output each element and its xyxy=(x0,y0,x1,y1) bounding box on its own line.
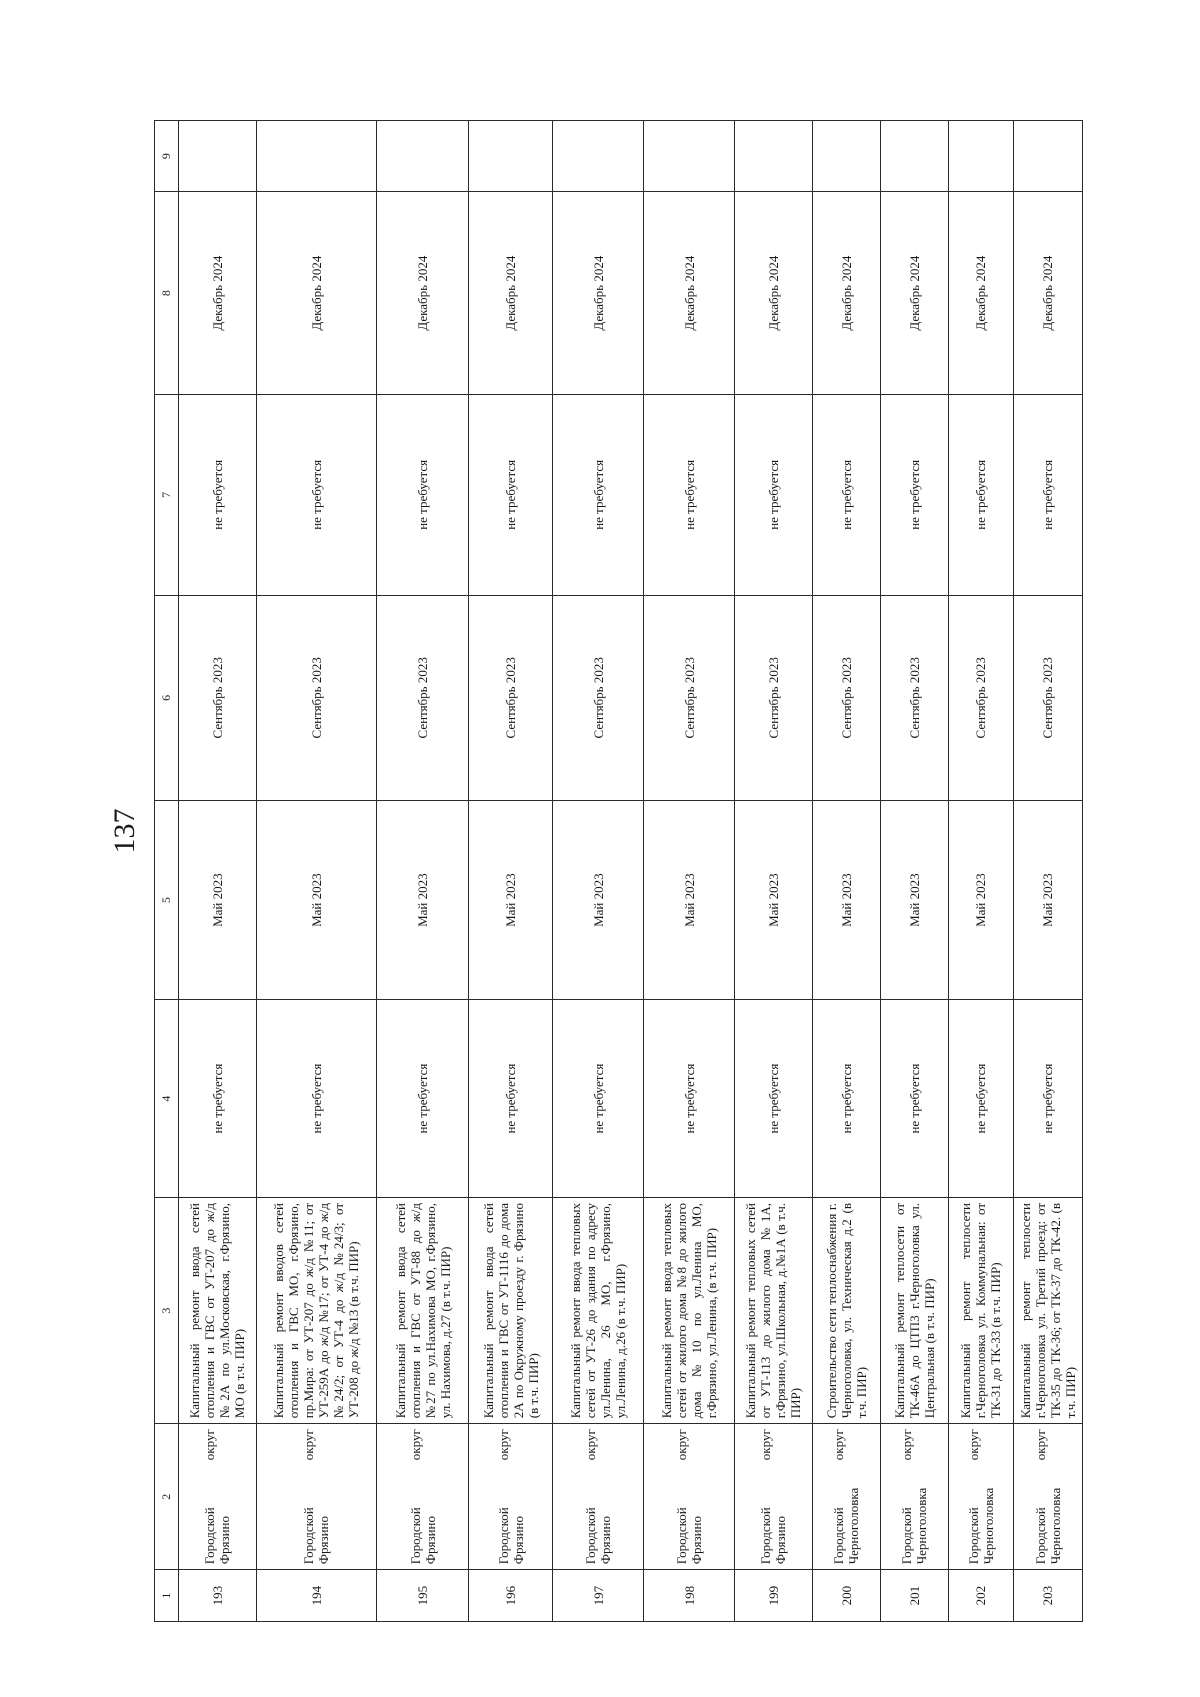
area-type: Городской xyxy=(831,1507,847,1565)
cell-col-9 xyxy=(735,121,813,192)
row-number: 197 xyxy=(552,1570,643,1622)
area-name: Фрязино xyxy=(773,1515,789,1565)
area-cell xyxy=(948,1424,1013,1570)
work-description: Капитальный ремонт теплосети г.Черноголовка ул. Коммунальная: от ТК-31 до ТК-33 (в т.ч. ПИР) xyxy=(948,1197,1013,1423)
column-number: 1 xyxy=(155,1570,179,1622)
cell-col-7: не требуется xyxy=(377,395,469,595)
cell-col-7: не требуется xyxy=(644,395,735,595)
table-row xyxy=(469,121,553,1622)
area-line xyxy=(758,1429,773,1564)
cell-col-9 xyxy=(812,121,880,192)
cell-col-7: не требуется xyxy=(735,395,813,595)
cell-col-9 xyxy=(469,121,553,192)
column-number: 6 xyxy=(155,595,179,801)
area-type-suffix: округ xyxy=(1032,1429,1048,1461)
row-number: 200 xyxy=(812,1570,880,1622)
area-type: Городской xyxy=(583,1507,598,1565)
cell-col-8: Декабрь 2024 xyxy=(948,192,1013,395)
area-type: Городской xyxy=(899,1507,915,1565)
cell-col-4: не требуется xyxy=(1013,1000,1082,1198)
cell-col-5: Май 2023 xyxy=(552,801,643,1000)
area-line xyxy=(674,1429,689,1564)
cell-col-4: не требуется xyxy=(377,1000,469,1198)
area-type-suffix: округ xyxy=(899,1429,915,1461)
table-row xyxy=(735,121,813,1622)
area-cell xyxy=(812,1424,880,1570)
cell-col-4: не требуется xyxy=(179,1000,257,1198)
work-description: Капитальный ремонт тепловых сетей от УТ-113 до жилого дома №1А, г.Фрязино, ул.Школьная, д.№1А (в т.ч. ПИР) xyxy=(735,1197,813,1423)
row-number: 195 xyxy=(377,1570,469,1622)
area-name: Фрязино xyxy=(422,1515,438,1565)
table-row xyxy=(644,121,735,1622)
row-number: 196 xyxy=(469,1570,553,1622)
row-number: 194 xyxy=(256,1570,376,1622)
column-number: 2 xyxy=(155,1424,179,1570)
cell-col-7: не требуется xyxy=(256,395,376,595)
row-number: 193 xyxy=(179,1570,257,1622)
cell-col-5: Май 2023 xyxy=(735,801,813,1000)
cell-col-6: Сентябрь 2023 xyxy=(1013,595,1082,801)
area-type-suffix: округ xyxy=(495,1429,511,1461)
cell-col-6: Сентябрь 2023 xyxy=(735,595,813,801)
cell-col-7: не требуется xyxy=(552,395,643,595)
cell-col-7: не требуется xyxy=(469,395,553,595)
column-number: 8 xyxy=(155,192,179,395)
cell-col-8: Декабрь 2024 xyxy=(880,192,948,395)
cell-col-5: Май 2023 xyxy=(1013,801,1082,1000)
table-row xyxy=(256,121,376,1622)
cell-col-9 xyxy=(644,121,735,192)
cell-col-6: Сентябрь 2023 xyxy=(948,595,1013,801)
area-name: Фрязино xyxy=(217,1515,233,1565)
cell-col-6: Сентябрь 2023 xyxy=(377,595,469,801)
cell-col-6: Сентябрь 2023 xyxy=(552,595,643,801)
cell-col-5: Май 2023 xyxy=(256,801,376,1000)
area-cell xyxy=(552,1424,643,1570)
area-type-suffix: округ xyxy=(301,1429,317,1461)
work-description: Капитальный ремонт ввода сетей отопления и ГВС от УТ-1116 до дома 2А по Окружному проезду г. Фрязино (в т.ч. ПИР) xyxy=(469,1197,553,1423)
area-type: Городской xyxy=(407,1507,423,1565)
work-description: Капитальный ремонт ввода сетей отопления и ГВС от УТ-207 до ж/д №2А по ул.Московская, г.Фрязино, МО (в т.ч. ПИР) xyxy=(179,1197,257,1423)
area-line xyxy=(899,1429,914,1564)
cell-col-5: Май 2023 xyxy=(812,801,880,1000)
row-number: 203 xyxy=(1013,1570,1082,1622)
area-line xyxy=(202,1429,217,1564)
schedule-table xyxy=(154,120,1083,1622)
area-cell xyxy=(469,1424,553,1570)
area-cell xyxy=(377,1424,469,1570)
cell-col-5: Май 2023 xyxy=(644,801,735,1000)
area-type: Городской xyxy=(758,1507,774,1565)
area-line xyxy=(496,1429,511,1564)
work-description: Капитальный ремонт ввода тепловых сетей от жилого дома №8 до жилого дома №10 по ул.Ленина МО, г.Фрязино, ул.Ленина, (в т.ч. ПИР) xyxy=(644,1197,735,1423)
work-description: Капитальный ремонт теплосети от ТК-46А до ЦТП3 г.Черноголовка ул. Центральная (в т.ч. ПИР) xyxy=(880,1197,948,1423)
column-number: 3 xyxy=(155,1197,179,1423)
table-row xyxy=(1013,121,1082,1622)
area-type-suffix: округ xyxy=(674,1429,690,1461)
cell-col-8: Декабрь 2024 xyxy=(377,192,469,395)
area-name: Черноголовка xyxy=(914,1487,930,1565)
cell-col-8: Декабрь 2024 xyxy=(256,192,376,395)
work-description: Строительство сети теплоснабжения г. Черноголовка, ул. Техническая д.2 (в т.ч. ПИР) xyxy=(812,1197,880,1423)
cell-col-9 xyxy=(948,121,1013,192)
area-type-suffix: округ xyxy=(202,1429,218,1461)
cell-col-8: Декабрь 2024 xyxy=(469,192,553,395)
cell-col-7: не требуется xyxy=(179,395,257,595)
page-number: 137 xyxy=(108,808,141,854)
cell-col-4: не требуется xyxy=(880,1000,948,1198)
cell-col-8: Декабрь 2024 xyxy=(812,192,880,395)
area-type: Городской xyxy=(495,1507,511,1565)
area-name: Черноголовка xyxy=(1047,1487,1063,1565)
cell-col-8: Декабрь 2024 xyxy=(644,192,735,395)
area-type: Городской xyxy=(301,1507,317,1565)
area-line xyxy=(408,1429,423,1564)
column-number: 4 xyxy=(155,1000,179,1198)
column-number: 5 xyxy=(155,801,179,1000)
row-number: 199 xyxy=(735,1570,813,1622)
row-number: 198 xyxy=(644,1570,735,1622)
row-number: 202 xyxy=(948,1570,1013,1622)
table-row xyxy=(948,121,1013,1622)
column-number: 9 xyxy=(155,121,179,192)
work-description: Капитальный ремонт вводов сетей отопления и ГВС МО, г.Фрязино, пр.Мира: от УТ-207 до ж/д №11; от УТ-259А до ж/д №17; от УТ-4 до ж/д №24/2; от УТ-4 до ж/д №24/3; от УТ-208 до ж/д №13 (в т.ч. ПИР) xyxy=(256,1197,376,1423)
cell-col-5: Май 2023 xyxy=(880,801,948,1000)
cell-col-7: не требуется xyxy=(948,395,1013,595)
area-line xyxy=(831,1429,846,1564)
cell-col-4: не требуется xyxy=(812,1000,880,1198)
cell-col-8: Декабрь 2024 xyxy=(179,192,257,395)
column-number: 7 xyxy=(155,395,179,595)
work-description: Капитальный ремонт ввода сетей отопления и ГВС от УТ-88 до ж/д №27 по ул.Нахимова МО, г.Фрязино, ул. Нахимова, д.27 (в т.ч. ПИР) xyxy=(377,1197,469,1423)
area-line xyxy=(583,1429,598,1564)
area-line xyxy=(1033,1429,1048,1564)
cell-col-4: не требуется xyxy=(644,1000,735,1198)
cell-col-6: Сентябрь 2023 xyxy=(256,595,376,801)
table-row xyxy=(377,121,469,1622)
cell-col-4: не требуется xyxy=(735,1000,813,1198)
cell-col-5: Май 2023 xyxy=(179,801,257,1000)
cell-col-6: Сентябрь 2023 xyxy=(880,595,948,801)
table-row xyxy=(179,121,257,1622)
area-type-suffix: округ xyxy=(831,1429,847,1461)
cell-col-5: Май 2023 xyxy=(377,801,469,1000)
cell-col-7: не требуется xyxy=(812,395,880,595)
cell-col-8: Декабрь 2024 xyxy=(1013,192,1082,395)
area-cell xyxy=(735,1424,813,1570)
column-number-row xyxy=(155,121,179,1622)
cell-col-4: не требуется xyxy=(948,1000,1013,1198)
area-line xyxy=(301,1429,316,1564)
cell-col-6: Сентябрь 2023 xyxy=(469,595,553,801)
area-name: Фрязино xyxy=(689,1515,705,1565)
cell-col-5: Май 2023 xyxy=(948,801,1013,1000)
area-cell xyxy=(1013,1424,1082,1570)
cell-col-6: Сентябрь 2023 xyxy=(812,595,880,801)
table-row xyxy=(880,121,948,1622)
area-type: Городской xyxy=(674,1507,690,1565)
cell-col-9 xyxy=(377,121,469,192)
cell-col-6: Сентябрь 2023 xyxy=(179,595,257,801)
area-line xyxy=(966,1429,981,1564)
row-number: 201 xyxy=(880,1570,948,1622)
area-type: Городской xyxy=(1032,1507,1048,1565)
area-name: Фрязино xyxy=(316,1515,332,1565)
rotated-sheet xyxy=(154,120,1083,1622)
work-description: Капитальный ремонт теплосети г.Черноголовка ул. Третий проезд: от ТК-35 до ТК-36; от ТК-37 до ТК-42. (в т.ч. ПИР) xyxy=(1013,1197,1082,1423)
cell-col-9 xyxy=(880,121,948,192)
area-cell xyxy=(179,1424,257,1570)
area-type: Городской xyxy=(965,1507,981,1565)
cell-col-9 xyxy=(256,121,376,192)
area-type-suffix: округ xyxy=(758,1429,774,1461)
cell-col-5: Май 2023 xyxy=(469,801,553,1000)
area-cell xyxy=(256,1424,376,1570)
cell-col-8: Декабрь 2024 xyxy=(735,192,813,395)
cell-col-4: не требуется xyxy=(469,1000,553,1198)
cell-col-4: не требуется xyxy=(256,1000,376,1198)
area-name: Фрязино xyxy=(598,1515,613,1565)
area-name: Черноголовка xyxy=(846,1487,862,1565)
cell-col-9 xyxy=(552,121,643,192)
cell-col-6: Сентябрь 2023 xyxy=(644,595,735,801)
cell-col-4: не требуется xyxy=(552,1000,643,1198)
area-name: Фрязино xyxy=(510,1515,526,1565)
cell-col-7: не требуется xyxy=(1013,395,1082,595)
cell-col-7: не требуется xyxy=(880,395,948,595)
cell-col-9 xyxy=(1013,121,1082,192)
area-type-suffix: округ xyxy=(965,1429,981,1461)
cell-col-9 xyxy=(179,121,257,192)
table-row xyxy=(552,121,643,1622)
area-type-suffix: округ xyxy=(583,1429,598,1461)
area-cell xyxy=(880,1424,948,1570)
area-cell xyxy=(644,1424,735,1570)
work-description: Капитальный ремонт ввода тепловых сетей от УТ-26 до здания по адресу ул.Ленина, 26 МО, г.Фрязино, ул.Ленина, д.26 (в т.ч. ПИР) xyxy=(552,1197,643,1423)
area-type: Городской xyxy=(202,1507,218,1565)
table-row xyxy=(812,121,880,1622)
area-type-suffix: округ xyxy=(407,1429,423,1461)
area-name: Черноголовка xyxy=(980,1487,996,1565)
cell-col-8: Декабрь 2024 xyxy=(552,192,643,395)
